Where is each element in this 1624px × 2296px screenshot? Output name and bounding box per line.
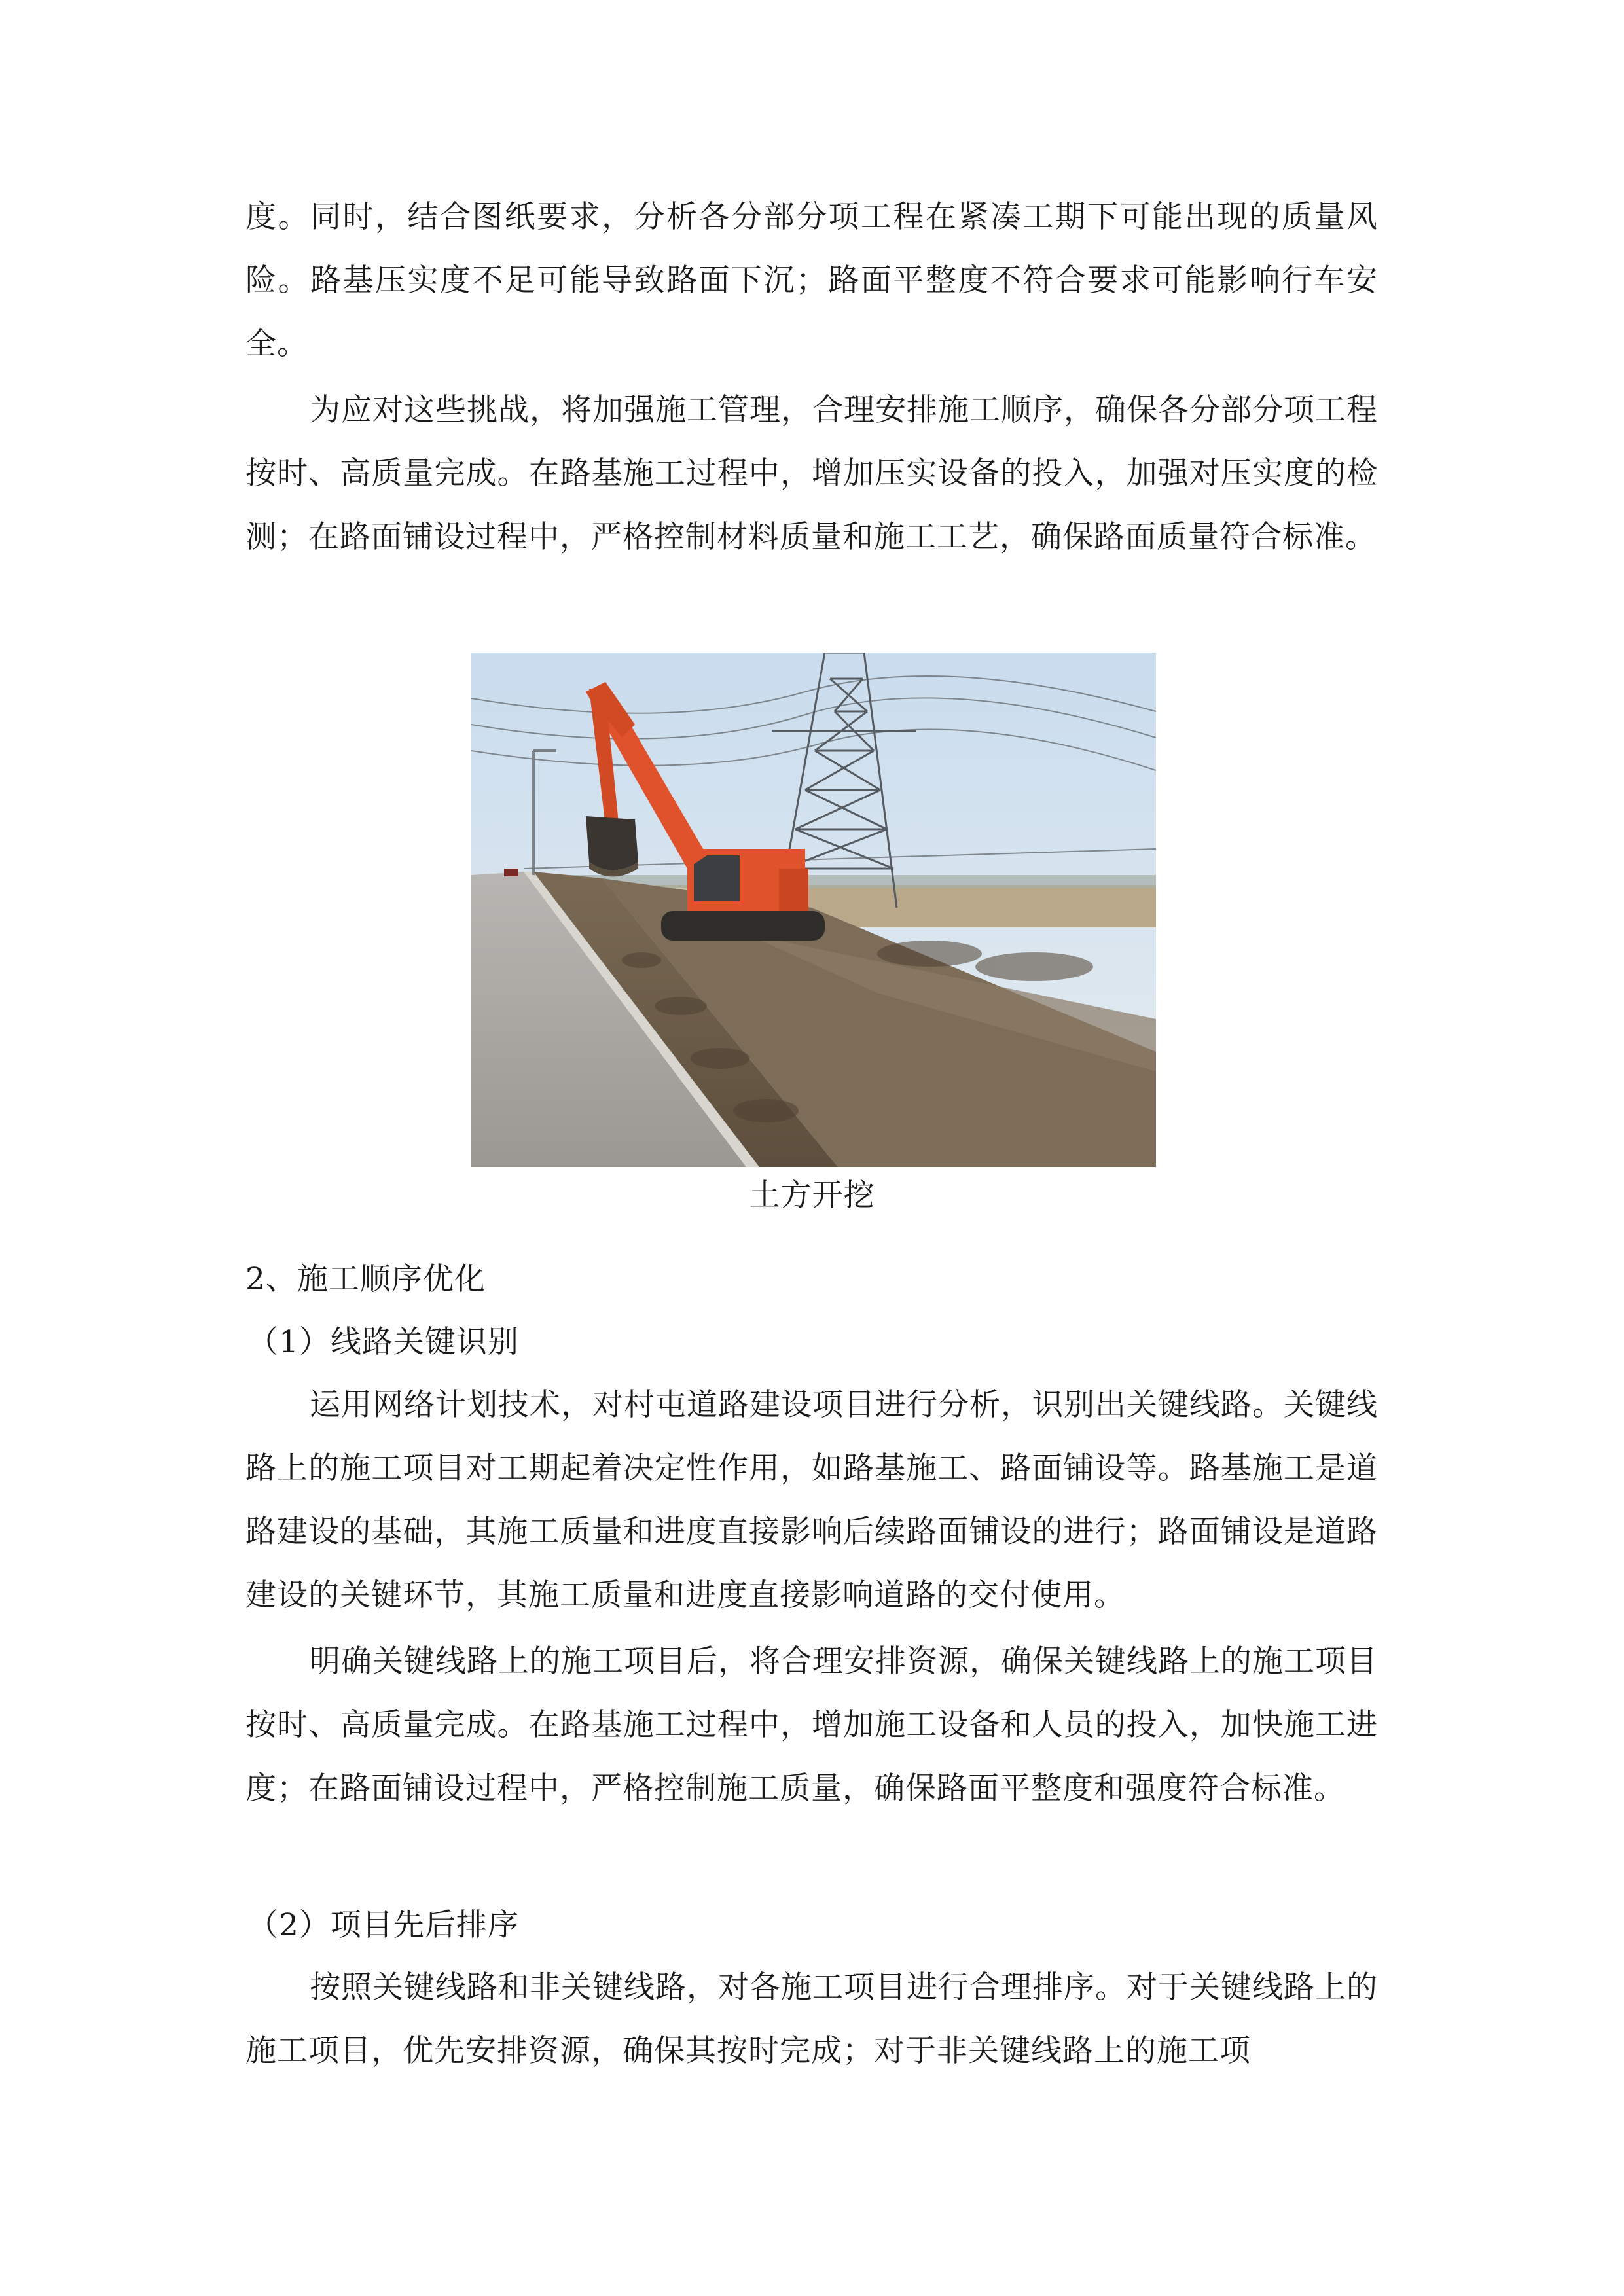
figure-caption: 土方开挖 — [749, 1177, 875, 1213]
distant-car — [504, 869, 518, 876]
subheading-project-ordering: （2）项目先后排序 — [247, 1907, 519, 1943]
paragraph-challenges: 为应对这些挑战，将加强施工管理，合理安排施工顺序，确保各分部分项工程按时、高质量完成。在路基施工过程中，增加压实设备的投入，加强对压实度的检测；在路面铺设过程中，严格控制材料质量和施工工艺，确保路面质量符合标准。 — [245, 392, 1378, 555]
paragraph-critical-path: 运用网络计划技术，对村屯道路建设项目进行分析，识别出关键线路。关键线路上的施工项目对工期起着决定性作用，如路基施工、路面铺设等。路基施工是道路建设的基础，其施工质量和进度直接影响后续路面铺设的进行；路面铺设是道路建设的关键环节，其施工质量和进度直接影响道路的交付使用。 — [245, 1387, 1378, 1613]
paragraph-resource-allocation: 明确关键线路上的施工项目后，将合理安排资源，确保关键线路上的施工项目按时、高质量完成。在路基施工过程中，增加施工设备和人员的投入，加快施工进度；在路面铺设过程中，严格控制施工质量，确保路面平整度和强度符合标准。 — [245, 1643, 1378, 1806]
paragraph-project-ordering: 按照关键线路和非关键线路，对各施工项目进行合理排序。对于关键线路上的施工项目，优先安排资源，确保其按时完成；对于非关键线路上的施工项 — [245, 1969, 1378, 2069]
section-heading-sequence-optimization: 2、施工顺序优化 — [245, 1261, 486, 1297]
paragraph-quality-risk: 度。同时，结合图纸要求，分析各分部分项工程在紧凑工期下可能出现的质量风险。路基压实度不足可能导致路面下沉；路面平整度不符合要求可能影响行车安全。 — [245, 199, 1378, 362]
earthwork-excavation-photo — [471, 653, 1156, 1167]
subheading-critical-path: （1）线路关键识别 — [247, 1324, 519, 1360]
